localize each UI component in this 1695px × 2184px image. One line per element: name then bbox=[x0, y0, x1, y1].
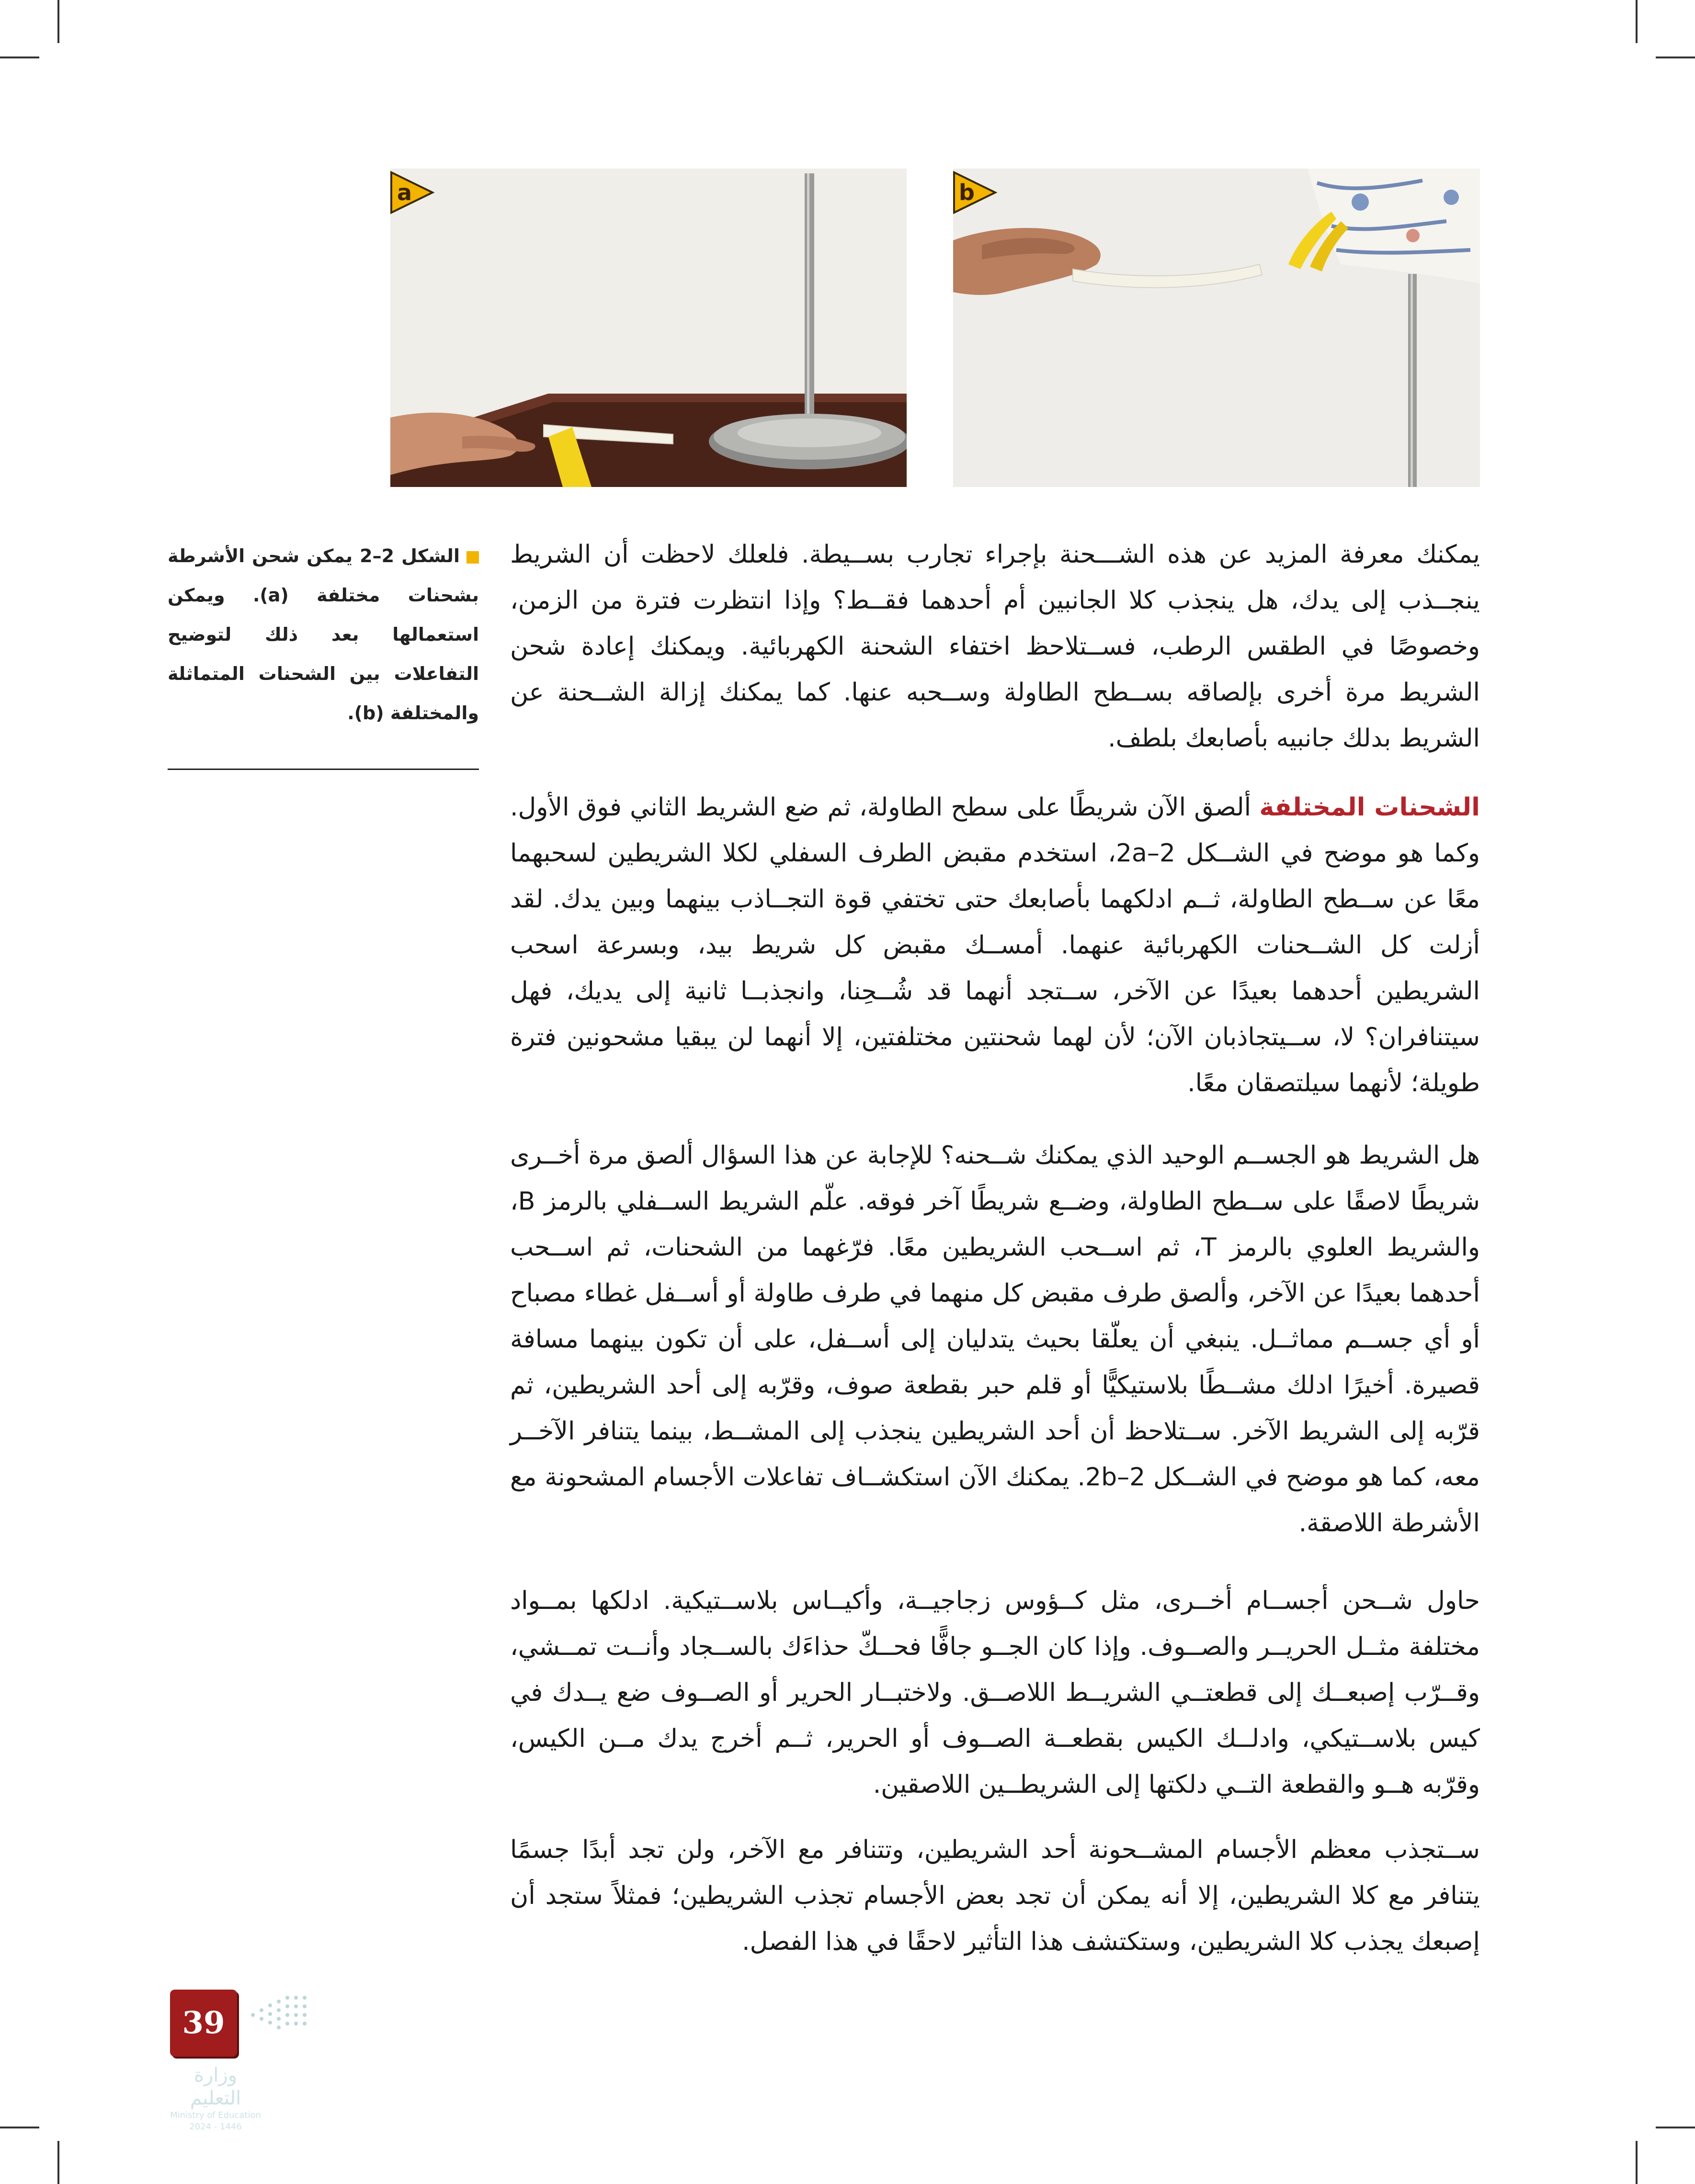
photo-a-illustration bbox=[390, 169, 907, 487]
caption-mid: . ويمكن استعمالها بعد ذلك لتوضيح التفاعلات بين الشحنات المتماثلة والمختلفة bbox=[168, 585, 479, 724]
figure-photo-b bbox=[953, 169, 1480, 487]
page-number: 39 bbox=[170, 1990, 237, 2057]
paragraph-5 bbox=[510, 1827, 1480, 1965]
crop-mark bbox=[0, 57, 39, 58]
photo-b-illustration bbox=[953, 169, 1480, 487]
caption-bullet bbox=[466, 551, 479, 564]
paragraph-4-text: حاول شــحن أجســام أخــرى، مثل كــؤوس زجاجيــة، وأكيــاس بلاســتيكية. ادلكها بمــواد مختلفة مثــل الحريــر والصــوف. وإذا كان الجــو جافًّا فحــكّ حذاءَك بالســجاد وأنــت تمــشي، وقــرّب إصبعــك إلى قطعتــي الشريــط اللاصــق. ولاختبــار الحرير أو الصــوف ضع يــدك في كيس بلاســتيكي، وادلــك الكيس بقطعــة الصــوف أو الحرير، ثــم أخرج يدك مــن الكيس، وقرّبه هــو والقطعة التــي دلكتها إلى الشريطــين اللاصقين. bbox=[510, 1586, 1480, 1799]
paragraph-2-text: ألصق الآن شريطًا على سطح الطاولة، ثم ضع الشريط الثاني فوق الأول. وكما هو موضح في الشــكل 2a–2، استخدم مقبض الطرف السفلي لكلا الشريطين لسحبهما معًا عن ســطح الطاولة، ثــم ادلكهما بأصابعك حتى تختفي قوة التجــاذب بينهما وبين يدك. لقد أزلت كل الشــحنات الكهربائية عنهما. أمســك مقبض كل شريط بيد، وبسرعة اسحب الشريطين أحدهما بعيدًا عن الآخر، ســتجد أنهما قد شُــحِنا، وانجذبــا ثانية إلى يديك، فهل سيتنافران؟ لا، ســيتجاذبان الآن؛ لأن لهما شحنتين مختلفتين، إلا أنهما لن يبقيا مشحونين فترة طويلة؛ لأنهما سيلتصقان معًا. bbox=[510, 793, 1480, 1098]
crop-mark bbox=[0, 2127, 39, 2128]
crop-mark bbox=[1656, 2127, 1695, 2128]
paragraph-3-text: هل الشريط هو الجســم الوحيد الذي يمكنك شــحنه؟ للإجابة عن هذا السؤال ألصق مرة أخــرى شريطًا لاصقًا على ســطح الطاولة، وضــع شريطًا آخر فوقه. علّم الشريط الســفلي بالرمز B، والشريط العلوي بالرمز T، ثم اســحب الشريطين معًا. فرّغهما من الشحنات، ثم اســحب أحدهما بعيدًا عن الآخر، وألصق طرف مقبض كل منهما في طرف طاولة أو أســفل غطاء مصباح أو أي جســم مماثــل. ينبغي أن يعلّقا بحيث يتدليان إلى أســفل، على أن تكون بينهما مسافة قصيرة. أخيرًا ادلك مشــطًا بلاستيكيًّا أو قلم حبر بقطعة صوف، وقرّبه إلى أحد الشريطين، ثم قرّبه إلى الشريط الآخر. ســتلاحظ أن أحد الشريطين ينجذب إلى المشــط، بينما يتنافر الآخــر معه، كما هو موضح في الشــكل 2b–2. يمكنك الآن استكشــاف تفاعلات الأجسام المشحونة مع الأشرطة اللاصقة. bbox=[510, 1141, 1480, 1538]
crop-mark bbox=[57, 2141, 59, 2184]
ministry-year: 2024 - 1446 bbox=[189, 2122, 242, 2132]
paragraph-2 bbox=[510, 784, 1480, 1106]
paragraph-4 bbox=[510, 1578, 1480, 1808]
paragraph-3 bbox=[510, 1132, 1480, 1546]
crop-mark bbox=[1636, 2141, 1638, 2184]
paragraph-1-text: يمكنك معرفة المزيد عن هذه الشـــحنة بإجراء تجارب بســيطة. فلعلك لاحظت أن الشريط ينجــذب إلى يدك، هل ينجذب كلا الجانبين أم أحدهما فقــط؟ وإذا انتظرت فترة من الزمن، وخصوصًا في الطقس الرطب، فســتلاحظ اختفاء الشحنة الكهربائية. ويمكنك إعادة شحن الشريط مرة أخرى بإلصاقه بســطح الطاولة وســحبه عنها. كما يمكنك إزالة الشــحنة عن الشريط بدلك جانبيه بأصابعك بلطف. bbox=[510, 540, 1480, 753]
caption-text: يمكن شحن الأشرطة بشحنات مختلفة bbox=[168, 545, 479, 606]
photo-b-label: b bbox=[959, 180, 975, 205]
crop-mark bbox=[57, 0, 59, 43]
caption-ref-b: (b) bbox=[354, 702, 384, 724]
ministry-name-en: Ministry of Education bbox=[170, 2110, 261, 2120]
caption-divider bbox=[168, 769, 479, 770]
caption-ref-a: (a) bbox=[260, 585, 289, 606]
figure-photo-a bbox=[390, 169, 907, 487]
photo-a-label: a bbox=[397, 180, 412, 205]
decorative-dots-icon bbox=[243, 1991, 315, 2034]
ministry-logo bbox=[168, 2064, 263, 2133]
figure-caption bbox=[168, 536, 479, 733]
caption-title: الشكل 2–2 bbox=[360, 545, 460, 566]
paragraph-5-text: ســتجذب معظم الأجسام المشــحونة أحد الشريطين، وتتنافر مع الآخر، ولن تجد أبدًا جسمًا يتنافر مع كلا الشريطين، إلا أنه يمكن أن تجد بعض الأجسام تجذب الشريطين؛ فمثلاً ستجد أن إصبعك يجذب كلا الشريطين، وستكتشف هذا التأثير لاحقًا في هذا الفصل. bbox=[510, 1835, 1480, 1956]
crop-mark bbox=[1636, 0, 1638, 43]
crop-mark bbox=[1656, 57, 1695, 58]
subheading-different-charges: الشحنات المختلفة bbox=[1259, 793, 1480, 822]
ministry-name-ar: وزارة التعليم bbox=[190, 2064, 241, 2109]
caption-end: . bbox=[347, 702, 354, 724]
paragraph-1 bbox=[510, 532, 1480, 761]
